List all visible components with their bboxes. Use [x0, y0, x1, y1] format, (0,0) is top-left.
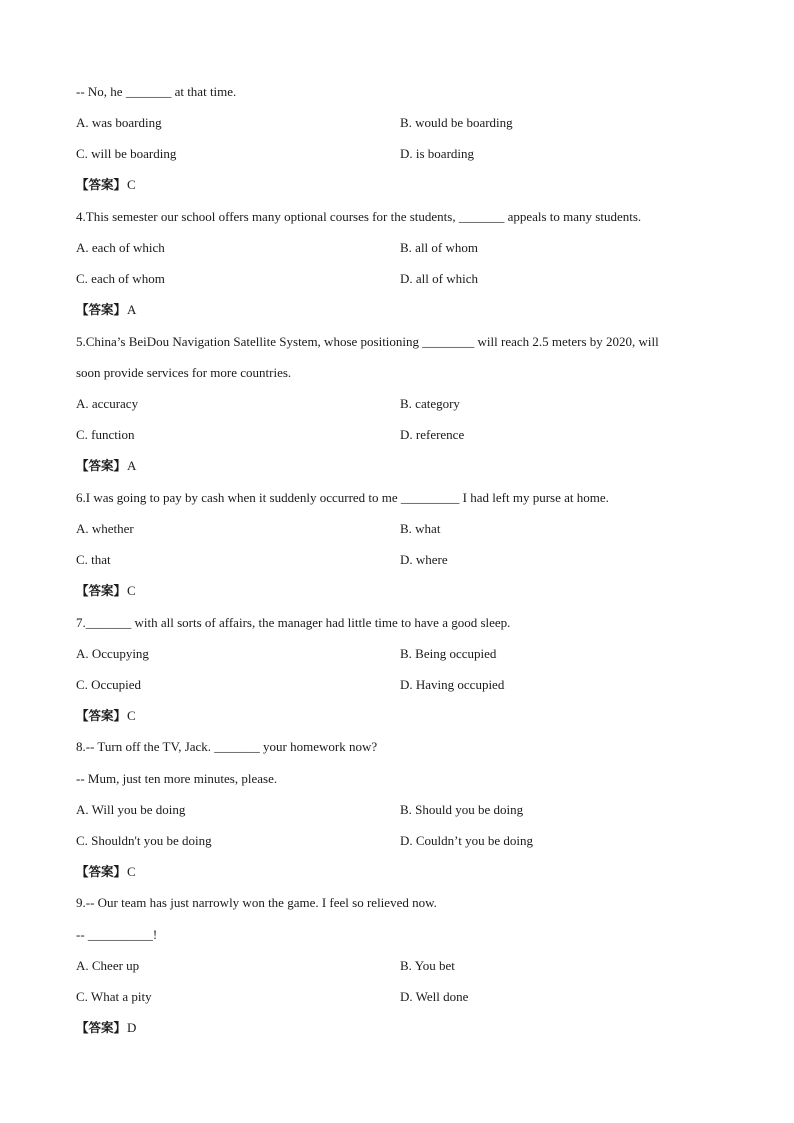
answer-value: C — [127, 864, 136, 879]
q5-stem-line1: 5.China’s BeiDou Navigation Satellite System, whose positioning ________ will reach 2.5 meters by 2020, will — [76, 334, 659, 349]
q8-answer — [76, 864, 136, 880]
q6-option-d: D. where — [400, 552, 448, 567]
answer-value: A — [127, 458, 137, 473]
q9-option-a: A. Cheer up — [76, 958, 140, 973]
q6-option-c: C. that — [76, 552, 111, 567]
q6-answer — [76, 583, 136, 599]
q4-option-d: D. all of which — [400, 271, 478, 286]
q9-answer — [76, 1020, 136, 1036]
answer-tag: 【答案】 — [76, 708, 127, 723]
q7-answer — [76, 708, 136, 724]
q9-stem-line1: 9.-- Our team has just narrowly won the game. I feel so relieved now. — [76, 895, 437, 910]
q8-stem-line2: -- Mum, just ten more minutes, please. — [76, 771, 278, 786]
q7-option-c: C. Occupied — [76, 677, 141, 692]
q3-option-a: A. was boarding — [76, 115, 162, 130]
answer-value: D — [127, 1020, 137, 1035]
q4-option-a: A. each of which — [76, 240, 165, 255]
q7-option-a: A. Occupying — [76, 646, 149, 661]
q7-stem: 7._______ with all sorts of affairs, the manager had little time to have a good sleep. — [76, 615, 511, 630]
answer-tag: 【答案】 — [76, 864, 127, 879]
q4-option-c: C. each of whom — [76, 271, 165, 286]
answer-tag: 【答案】 — [76, 458, 127, 473]
answer-tag: 【答案】 — [76, 177, 127, 192]
q3-option-d: D. is boarding — [400, 146, 475, 161]
q7-option-d: D. Having occupied — [400, 677, 505, 692]
q5-stem-line2: soon provide services for more countries. — [76, 365, 292, 380]
q4-option-b: B. all of whom — [400, 240, 478, 255]
q9-option-c: C. What a pity — [76, 989, 152, 1004]
answer-value: C — [127, 583, 136, 598]
q4-stem: 4.This semester our school offers many optional courses for the students, _______ appeals to many students. — [76, 209, 642, 224]
q8-option-a: A. Will you be doing — [76, 802, 186, 817]
q8-option-c: C. Shouldn't you be doing — [76, 833, 212, 848]
q5-option-d: D. reference — [400, 427, 465, 442]
q9-option-b: B. You bet — [400, 958, 455, 973]
q3-option-b: B. would be boarding — [400, 115, 513, 130]
q5-answer — [76, 458, 136, 474]
q7-option-b: B. Being occupied — [400, 646, 497, 661]
q8-stem-line1: 8.-- Turn off the TV, Jack. _______ your homework now? — [76, 739, 378, 754]
q9-option-d: D. Well done — [400, 989, 469, 1004]
q3-reply: -- No, he _______ at that time. — [76, 84, 237, 99]
answer-tag: 【答案】 — [76, 302, 127, 317]
q5-option-a: A. accuracy — [76, 396, 139, 411]
q5-option-b: B. category — [400, 396, 460, 411]
q5-option-c: C. function — [76, 427, 135, 442]
answer-value: A — [127, 302, 137, 317]
answer-tag: 【答案】 — [76, 583, 127, 598]
answer-value: C — [127, 177, 136, 192]
q9-stem-line2: -- __________! — [76, 927, 158, 942]
q8-option-d: D. Couldn’t you be doing — [400, 833, 534, 848]
q8-option-b: B. Should you be doing — [400, 802, 524, 817]
q6-stem: 6.I was going to pay by cash when it suddenly occurred to me _________ I had left my purse at home. — [76, 490, 609, 505]
q6-option-a: A. whether — [76, 521, 134, 536]
q3-answer — [76, 177, 136, 193]
q3-option-c: C. will be boarding — [76, 146, 177, 161]
answer-value: C — [127, 708, 136, 723]
answer-tag: 【答案】 — [76, 1020, 127, 1035]
q6-option-b: B. what — [400, 521, 441, 536]
q4-answer — [76, 302, 136, 318]
